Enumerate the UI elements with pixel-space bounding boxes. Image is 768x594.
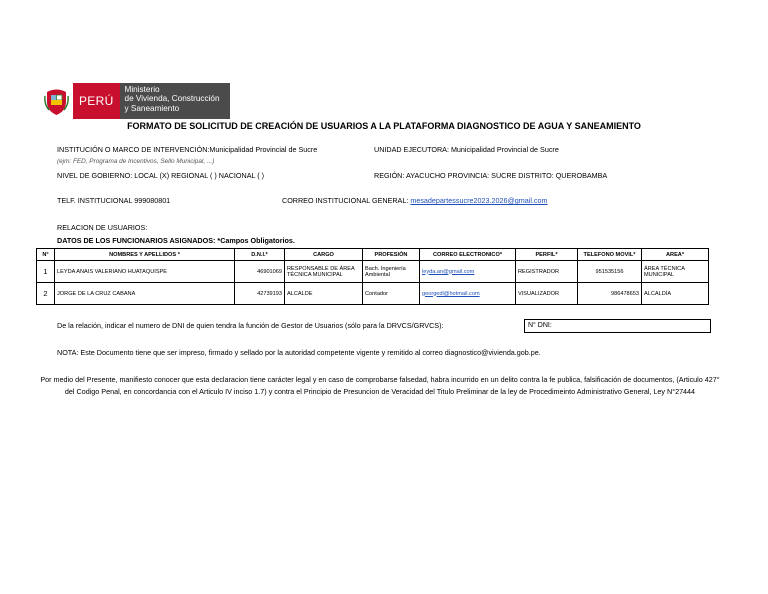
cargo-cell: ALCALDE — [285, 283, 363, 305]
col-header: TELEFONO MOVIL* — [578, 249, 642, 261]
nivel-gobierno-field: NIVEL DE GOBIERNO: LOCAL (X) REGIONAL ( ) NACIONAL ( ) — [57, 171, 265, 180]
col-header: AREA* — [642, 249, 709, 261]
unidad-ejecutora-field: UNIDAD EJECUTORA: Municipalidad Provincial de Sucre — [374, 145, 559, 154]
ministry-logo — [44, 83, 230, 119]
col-header: N° — [37, 249, 55, 261]
relacion-label: RELACION DE USUARIOS: — [57, 223, 148, 232]
profesion-cell: Bach. Ingeniería Ambiental — [363, 261, 420, 283]
institucion-field: INSTITUCIÓN O MARCO DE INTERVENCIÓN:Municipalidad Provincial de Sucre — [57, 145, 318, 154]
perfil-cell: VISUALIZADOR — [516, 283, 578, 305]
col-header: CARGO — [285, 249, 363, 261]
users-table — [36, 248, 709, 305]
correo-link[interactable]: mesadepartessucre2023.2026@gmail.com — [410, 196, 548, 205]
row-number: 1 — [37, 261, 55, 283]
col-header: PROFESIÓN — [363, 249, 420, 261]
area-cell: ALCALDÍA — [642, 283, 709, 305]
cargo-cell: RESPONSABLE DE ÁREA TÉCNICA MUNICIPAL — [285, 261, 363, 283]
correo-cell — [420, 283, 516, 305]
nota-text: NOTA: Este Documento tiene que ser impreso, firmado y sellado por la autoridad competente vigente y remitido al correo diagnostico@vivienda.gob.pe. — [57, 348, 541, 357]
table-header-row — [37, 249, 709, 261]
peru-label: PERÚ — [73, 83, 120, 119]
table-row — [37, 283, 709, 305]
telefono-cell: 986478653 — [578, 283, 642, 305]
col-header: CORREO ELECTRONICO* — [420, 249, 516, 261]
dni-input-box[interactable]: N° DNI: — [524, 319, 711, 333]
ministry-line: y Saneamiento — [124, 103, 180, 113]
institucion-hint: (ejm: FED, Programa de Incentivos, Sello Municipal, ...) — [57, 158, 215, 165]
dni-cell: 46901069 — [235, 261, 285, 283]
area-cell: ÁREA TÉCNICA MUNICIPAL — [642, 261, 709, 283]
datos-heading: DATOS DE LOS FUNCIONARIOS ASIGNADOS: *Campos Obligatorios. — [57, 236, 295, 245]
correo-label: CORREO INSTITUCIONAL GENERAL: — [282, 196, 411, 205]
col-header: PERFIL* — [516, 249, 578, 261]
telefono-cell: 951535156 — [578, 261, 642, 283]
ministry-name — [120, 83, 230, 119]
ministry-line: de Vivienda, Construcción — [124, 94, 220, 104]
profesion-cell: Contador — [363, 283, 420, 305]
ministry-line: Ministerio — [124, 85, 160, 94]
page-title: FORMATO DE SOLICITUD DE CREACIÓN DE USUARIOS A LA PLATAFORMA DIAGNOSTICO DE AGUA Y SANEAMIENTO — [127, 121, 641, 131]
nombre-cell: LEYDA ANAIS VALERIANO HUATAQUISPE — [55, 261, 235, 283]
correo-cell — [420, 261, 516, 283]
nombre-cell: JORGE DE LA CRUZ CABANA — [55, 283, 235, 305]
col-header: D.N.I.* — [235, 249, 285, 261]
peru-coat-of-arms-icon — [44, 86, 69, 116]
correo-link[interactable]: georgedl@hotmail.com — [422, 290, 480, 297]
perfil-cell: REGISTRADOR — [516, 261, 578, 283]
correo-institucional — [282, 196, 548, 205]
correo-link[interactable]: leyda.an@gmail.com — [422, 268, 475, 275]
table-row — [37, 261, 709, 283]
gestor-instruction: De la relación, indicar el numero de DNI de quien tendra la función de Gestor de Usuarios (sólo para la DRVCS/GRVCS): — [57, 321, 444, 330]
dni-cell: 42739193 — [235, 283, 285, 305]
col-header: NOMBRES Y APELLIDOS * — [55, 249, 235, 261]
declaracion-text: Por medio del Presente, manifiesto conocer que esta declaracion tiene carácter legal y en caso de comprobarse falsedad, habra incurrido en un delito contra la fe publica, falsificación de documentos, (Articulo 427° del Codigo Penal, en concordancia con el Articulo IV inciso 1.7) y contra el Principio de Presuncion de Veracidad del Titulo Preliminar de la ley de Procedimeinto Administrativo General, Ley N°27444 — [40, 375, 720, 396]
row-number: 2 — [37, 283, 55, 305]
region-field: REGIÓN: AYACUCHO PROVINCIA: SUCRE DISTRITO: QUEROBAMBA — [374, 171, 608, 180]
telefono-institucional: TELF. INSTITUCIONAL 999080801 — [57, 196, 171, 205]
